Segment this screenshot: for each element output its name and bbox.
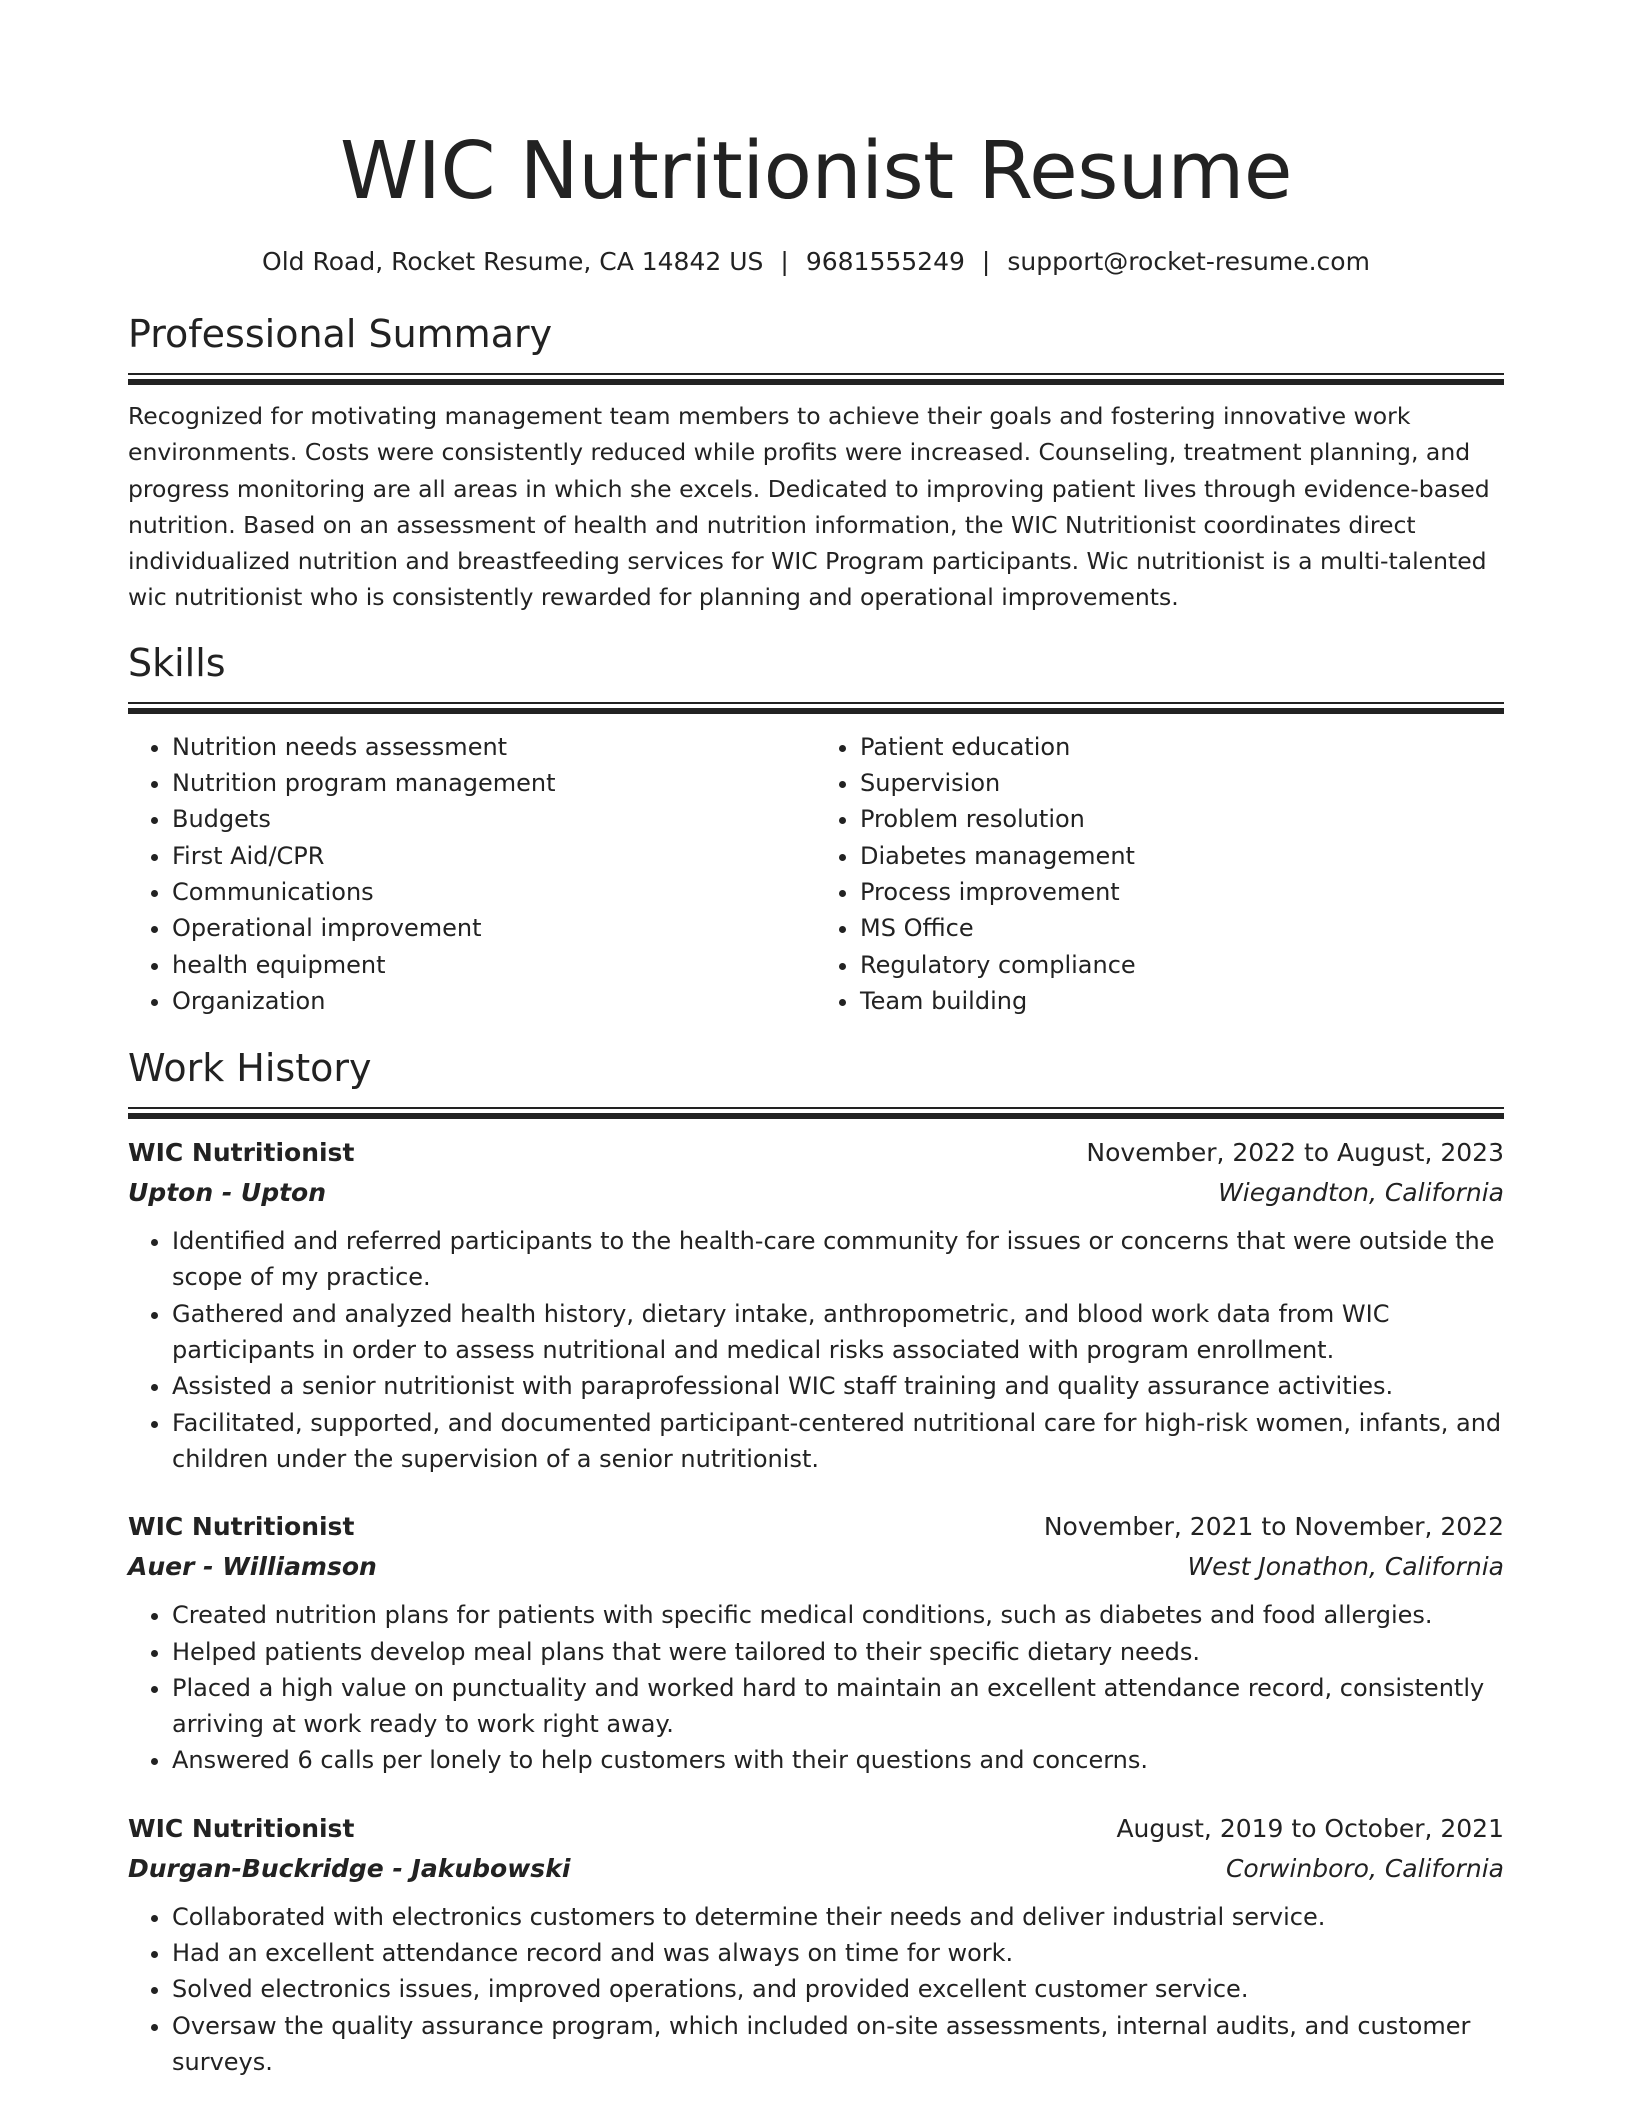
- section-divider: [128, 373, 1504, 385]
- contact-separator: |: [780, 247, 789, 276]
- job-bullet: • Oversaw the quality assurance program, which included on-site assessments, internal audits, and customer surveys.: [172, 2008, 1504, 2081]
- job-employer: Upton - Upton: [128, 1178, 327, 1208]
- section-divider: [128, 1107, 1504, 1119]
- job-bullet: • Placed a high value on punctuality and worked hard to maintain an excellent attendance record, consistently arriving at work ready to work right away.: [172, 1670, 1504, 1743]
- job-bullet: • Identified and referred participants to the health-care community for issues or concerns that were outside the scope of my practice.: [172, 1223, 1504, 1296]
- job-bullet: • Collaborated with electronics customers to determine their needs and deliver industrial service.: [172, 1899, 1504, 1935]
- job-bullet: • Assisted a senior nutritionist with paraprofessional WIC staff training and quality assurance activities.: [172, 1368, 1504, 1404]
- job-subheader: [128, 1849, 1504, 1889]
- skills-list-right: [816, 729, 1504, 1019]
- job-bullet: • Created nutrition plans for patients with specific medical conditions, such as diabetes and food allergies.: [172, 1597, 1504, 1633]
- summary-heading: Professional Summary: [128, 312, 553, 356]
- skill-item: • Team building: [860, 983, 1504, 1019]
- skill-item: • Operational improvement: [172, 910, 816, 946]
- job-bullet: • Answered 6 calls per lonely to help customers with their questions and concerns.: [172, 1742, 1504, 1778]
- job-bullets: [128, 1223, 1504, 1477]
- job-dates: November, 2021 to November, 2022: [1043, 1512, 1504, 1542]
- job-header: [128, 1133, 1504, 1173]
- job-title: WIC Nutritionist: [128, 1138, 355, 1168]
- job-subheader: [128, 1547, 1504, 1587]
- skill-item: • Patient education: [860, 729, 1504, 765]
- work-history-section: [128, 1045, 1504, 2080]
- email: support@rocket-resume.com: [1007, 247, 1370, 276]
- section-divider: [128, 702, 1504, 714]
- skill-item: • Communications: [172, 874, 816, 910]
- skill-item: • Nutrition program management: [172, 765, 816, 801]
- job-entry: [128, 1507, 1504, 1778]
- job-location: West Jonathon, California: [1187, 1552, 1504, 1582]
- job-dates: November, 2022 to August, 2023: [1086, 1138, 1504, 1168]
- skill-item: • Supervision: [860, 765, 1504, 801]
- job-dates: August, 2019 to October, 2021: [1116, 1813, 1504, 1843]
- skills-section: [128, 640, 1504, 1019]
- skill-item: • First Aid/CPR: [172, 838, 816, 874]
- skill-item: • Process improvement: [860, 874, 1504, 910]
- address: Old Road, Rocket Resume, CA 14842 US: [262, 247, 764, 276]
- job-location: Wiegandton, California: [1218, 1178, 1504, 1208]
- skill-item: • Nutrition needs assessment: [172, 729, 816, 765]
- skill-item: • MS Office: [860, 910, 1504, 946]
- contact-separator: |: [981, 247, 991, 276]
- job-bullet: • Gathered and analyzed health history, dietary intake, anthropometric, and blood work data from WIC participants in order to assess nutritional and medical risks associated with program enrollment.: [172, 1296, 1504, 1369]
- skill-item: • health equipment: [172, 947, 816, 983]
- job-bullet: • Facilitated, supported, and documented participant-centered nutritional care for high-risk women, infants, and children under the supervision of a senior nutritionist.: [172, 1405, 1504, 1478]
- skills-heading: Skills: [128, 640, 226, 685]
- skills-columns: [128, 729, 1504, 1019]
- job-entry: [128, 1809, 1504, 2080]
- job-bullet: • Had an excellent attendance record and was always on time for work.: [172, 1935, 1504, 1971]
- resume-title: WIC Nutritionist Resume: [339, 125, 1292, 217]
- job-bullet: • Helped patients develop meal plans that were tailored to their specific dietary needs.: [172, 1634, 1504, 1670]
- job-title: WIC Nutritionist: [128, 1813, 355, 1843]
- job-employer: Durgan-Buckridge - Jakubowski: [128, 1853, 571, 1883]
- skill-item: • Organization: [172, 983, 816, 1019]
- skill-item: • Regulatory compliance: [860, 947, 1504, 983]
- job-location: Corwinboro, California: [1225, 1853, 1504, 1883]
- job-bullet: • Solved electronics issues, improved operations, and provided excellent customer service.: [172, 1971, 1504, 2007]
- summary-section: [128, 311, 1504, 616]
- summary-text: Recognized for motivating management team members to achieve their goals and fostering innovative work environments. Costs were consistently reduced while profits were increased. Counseling, treatment planning, and progress monitoring are all areas in which she excels. Dedicated to improving patient lives through evidence-based nutrition. Based on an assessment of health and nutrition information, the WIC Nutritionist coordinates direct individualized nutrition and breastfeeding services for WIC Program participants. Wic nutritionist is a multi-talented wic nutritionist who is consistently rewarded for planning and operational improvements.: [128, 402, 1490, 612]
- skills-list-left: [128, 729, 816, 1019]
- contact-line: [128, 245, 1504, 279]
- job-bullets: [128, 1899, 1504, 2080]
- phone: 9681555249: [805, 247, 965, 276]
- job-employer: Auer - Williamson: [128, 1552, 377, 1582]
- job-entry: [128, 1133, 1504, 1477]
- job-header: [128, 1809, 1504, 1849]
- skill-item: • Diabetes management: [860, 838, 1504, 874]
- skill-item: • Problem resolution: [860, 801, 1504, 837]
- work-history-heading: Work History: [128, 1046, 372, 1091]
- job-subheader: [128, 1173, 1504, 1213]
- job-title: WIC Nutritionist: [128, 1512, 355, 1542]
- job-bullets: [128, 1597, 1504, 1778]
- skill-item: • Budgets: [172, 801, 816, 837]
- job-header: [128, 1507, 1504, 1547]
